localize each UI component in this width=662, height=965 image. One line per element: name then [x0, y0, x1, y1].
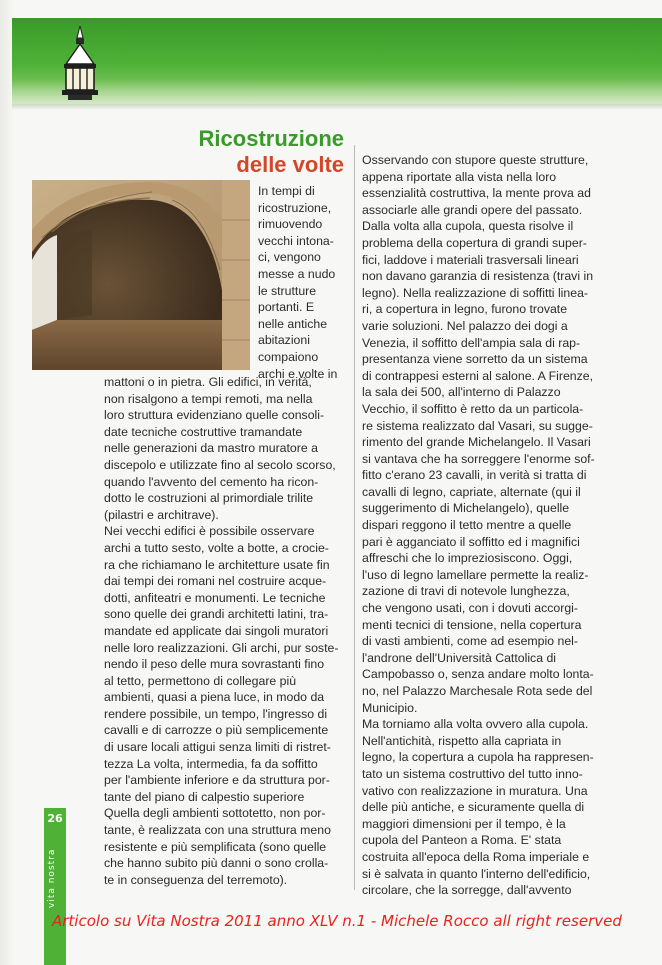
text-line: non davano garanzia di resistenza (travi in — [362, 269, 594, 284]
text-line: non risalgono a tempi remoti, ma nella — [104, 391, 313, 406]
text-line: l'androne dell'Università Cattolica di — [362, 650, 557, 665]
text-line: Ma torniamo alla volta ovvero alla cupola. — [362, 717, 589, 732]
text-line: che vengono usati, con i dovuti accorgi- — [362, 601, 579, 616]
text-line: re sistema realizzato dal Vasari, su sugge- — [362, 418, 593, 433]
text-line: nelle generazioni da mastro muratore a — [104, 441, 318, 456]
text-line: archi e volte in — [258, 366, 338, 381]
text-line: Quella degli ambienti sottotetto, non por- — [104, 806, 326, 821]
text-line: rimuovendo — [258, 217, 323, 232]
text-line: affreschi che lo impreziosiscono. Oggi, — [362, 551, 573, 566]
text-line: problema della copertura di grandi super- — [362, 235, 587, 250]
text-line: tante del piano di calpestio superiore — [104, 789, 305, 804]
text-line: rendere possibile, un tempo, l'ingresso di — [104, 706, 328, 721]
stone-arch-photo — [32, 180, 250, 370]
text-line: l'uso di legno lamellare permette la realiz- — [362, 567, 589, 582]
right-column-text — [362, 152, 602, 899]
text-line: In tempi di — [258, 184, 315, 198]
text-line: Osservando con stupore queste strutture, — [362, 153, 589, 167]
text-line: messe a nudo — [258, 266, 336, 281]
text-line: ci, vengono — [258, 250, 321, 265]
text-line: Nell'antichità, rispetto alla capriata in — [362, 733, 562, 748]
text-line: suggerimento di Michelangelo), quelle — [362, 501, 570, 516]
text-line: dotti, anfiteatri e monumenti. Le tecniche — [104, 590, 326, 605]
text-line: zazione di travi di notevole lunghezza, — [362, 584, 570, 599]
text-line: la sala dei 500, all'interno di Palazzo — [362, 385, 561, 400]
text-line: fitto c'erano 23 cavalli, in verità si tratta di — [362, 468, 587, 483]
text-line: abitazioni — [258, 333, 310, 348]
text-line: nelle loro realizzazioni. Gli archi, pur soste- — [104, 640, 339, 655]
text-line: dai tempi dei romani nel costruire acque- — [104, 574, 327, 589]
text-line: Dalla volta alla cupola, questa risolve il — [362, 219, 574, 234]
header-band — [12, 18, 662, 104]
text-line: varie soluzioni. Nel palazzo dei dogi a — [362, 318, 568, 333]
page-edge — [0, 0, 14, 965]
text-line: costruita all'epoca della Roma imperiale e — [362, 849, 590, 864]
page-side-bar — [44, 808, 66, 965]
text-line: cavalli e di carrozze o più semplicemente — [104, 723, 329, 738]
text-line: nelle antiche — [258, 316, 328, 331]
text-line: di vasti ambienti, come ad esempio nel- — [362, 634, 578, 649]
text-line: di contrappesi esterni al salone. A Firenze, — [362, 368, 594, 383]
text-line: menti tecnici di tensione, nella copertura — [362, 617, 582, 632]
header-band-shadow — [12, 104, 662, 110]
text-line: te in conseguenza del terremoto). — [104, 872, 288, 887]
lamp-lantern-icon — [52, 24, 108, 102]
headline-line-1: Ricostruzione — [198, 126, 344, 151]
text-line: cavalli di legno, capriate, alternate (qui il — [362, 484, 581, 499]
text-line: archi a tutto sesto, volte a botte, a crocie- — [104, 540, 329, 555]
text-line: Nei vecchi edifici è possibile osservare — [104, 524, 315, 539]
text-line: associarle alle grandi opere del passato. — [362, 202, 583, 217]
text-line: legno). Nella realizzazione di soffitti linea- — [362, 285, 589, 300]
header-band-fade — [12, 80, 662, 104]
text-line: tante, è realizzata con una struttura meno — [104, 823, 331, 838]
text-line: nendo il peso delle mura sovrastanti fino — [104, 657, 325, 672]
text-line: ambienti, quasi a piena luce, in modo da — [104, 690, 325, 705]
text-line: appena riportate alla vista nella loro — [362, 169, 557, 184]
text-line: che hanno subito più danni o sono crolla- — [104, 856, 329, 871]
text-line: dispari reggono il tetto mentre a quelle — [362, 518, 572, 533]
text-line: Municipio. — [362, 700, 418, 715]
text-line: mandate ed applicate dai singoli muratori — [104, 623, 329, 638]
text-line: resistente e più semplificata (sono quelle — [104, 839, 327, 854]
text-line: loro struttura evidenziano quelle consoli- — [104, 408, 325, 423]
text-line: per l'ambiente inferiore e da struttura por- — [104, 773, 330, 788]
left-column-text — [104, 374, 348, 888]
text-line: delle più antiche, e sicuramente quella di — [362, 800, 585, 815]
text-line: pari è agganciato il soffitto ed i magnifici — [362, 534, 580, 549]
text-line: di usare locali attigui senza limiti di ristret- — [104, 740, 331, 755]
text-line: rimento del grande Michelangelo. Il Vasari — [362, 435, 591, 450]
text-line: ra che richiamano le architetture usate fin — [104, 557, 330, 572]
text-line: ricostruzione, — [258, 200, 332, 215]
text-line: legno, la copertura a cupola ha rappresen- — [362, 750, 594, 765]
text-line: tato un sistema costruttivo del tutto inno- — [362, 766, 583, 781]
text-line: cupola del Panteon a Roma. E' stata — [362, 833, 562, 848]
text-line: tezza La volta, intermedia, fa da soffitto — [104, 756, 318, 771]
text-line: maggiori dimensioni per il tempo, è la — [362, 816, 566, 831]
intro-column — [258, 183, 344, 382]
text-line: al tetto, permettono di collegare più — [104, 673, 297, 688]
text-line: ri, a copertura in legno, furono trovate — [362, 302, 568, 317]
text-line: quando l'avvento del cemento ha ricon- — [104, 474, 319, 489]
text-line: Venezia, il soffitto dell'ampia sala di rap- — [362, 335, 581, 350]
text-line: si è salvata in quanto l'interno dell'edificio, — [362, 866, 591, 881]
text-line: sono quelle dei grandi architetti latini, tra- — [104, 607, 329, 622]
copyright-notice: Articolo su Vita Nostra 2011 anno XLV n.1 - Michele Rocco all right reserved — [52, 912, 622, 930]
page-number: 26 — [47, 812, 63, 825]
headline-line-2: delle volte — [236, 152, 344, 177]
text-line: essenzialità costruttiva, la mente prova ad — [362, 186, 591, 201]
text-line: vecchi intona- — [258, 233, 334, 248]
text-line: no, nel Palazzo Marchesale Rota sede del — [362, 684, 593, 698]
text-line: le strutture — [258, 283, 317, 298]
text-line: mattoni o in pietra. Gli edifici, in verità, — [104, 375, 312, 389]
text-line: compaiono — [258, 349, 319, 364]
text-line: circolare, che la sorregge, dall'avvento — [362, 883, 572, 898]
text-line: dotto le costruzioni al primordiale trilite — [104, 491, 314, 506]
column-divider — [354, 145, 355, 890]
text-line: presentanza viene sorretto da un sistema — [362, 352, 588, 367]
article-headline — [170, 126, 344, 178]
text-line: vativo con realizzazione in muratura. Una — [362, 783, 588, 798]
text-line: (pilastri e architrave). — [104, 507, 219, 522]
text-line: date tecniche costruttive tramandate — [104, 424, 303, 439]
text-line: portanti. E — [258, 300, 315, 315]
text-line: fici, laddove i materiali trasversali lineari — [362, 252, 579, 267]
text-line: discepolo e utilizzate fino al secolo scorso, — [104, 457, 336, 472]
text-line: Campobasso o, senza andare molto lonta- — [362, 667, 594, 682]
text-line: si vantava che ha sorreggere l'enorme sof- — [362, 451, 595, 466]
magazine-name: vita nostra — [47, 848, 57, 908]
text-line: Vecchio, il soffitto è retto da un particola- — [362, 401, 584, 416]
